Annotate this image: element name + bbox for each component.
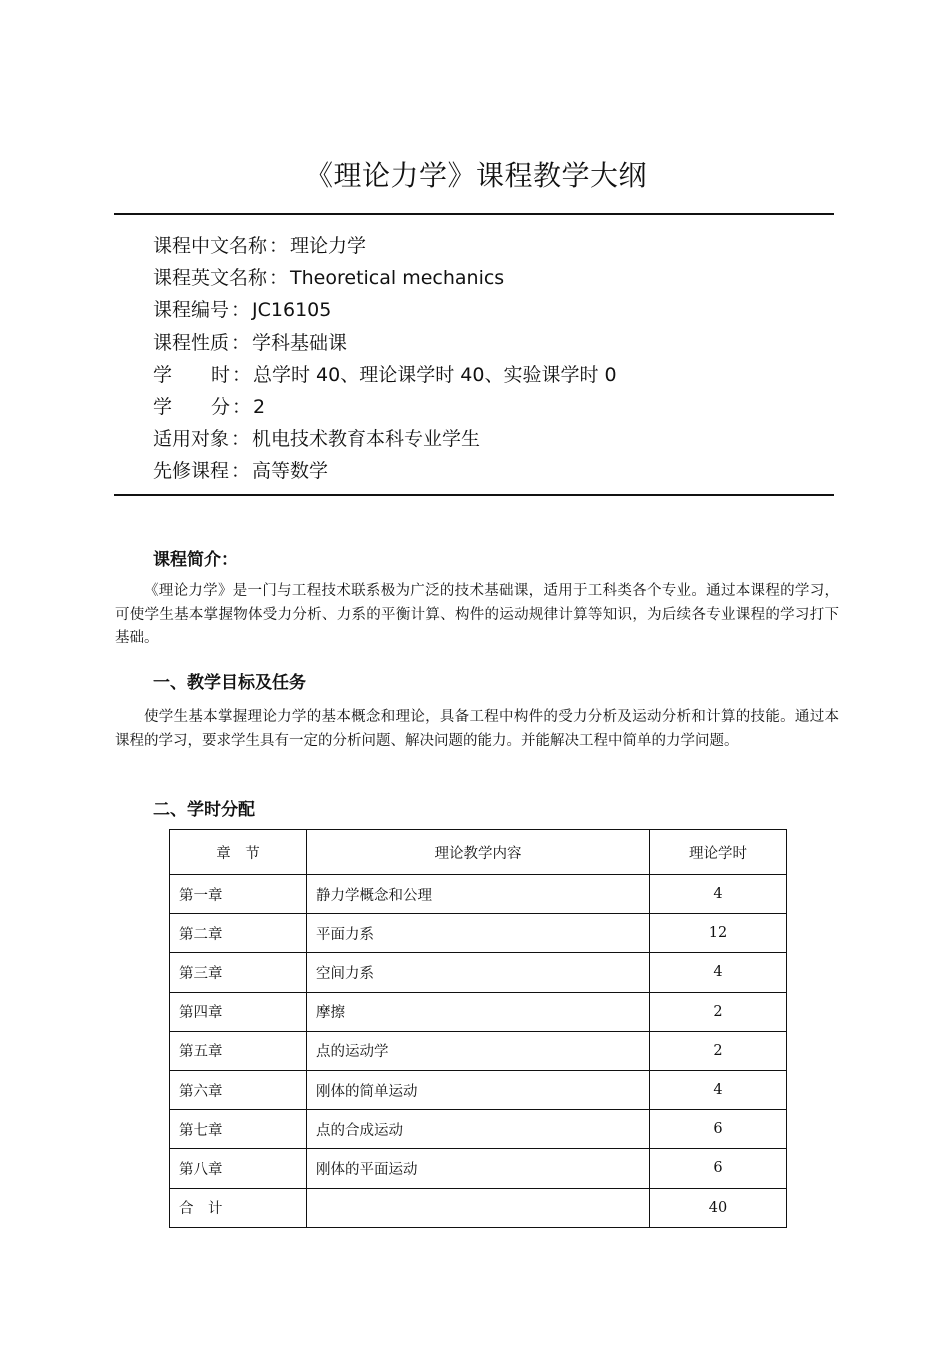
info-label: 学分 bbox=[153, 395, 230, 418]
header-chapter: 章 节 bbox=[170, 830, 307, 875]
hours-cell: 6 bbox=[650, 1110, 787, 1149]
info-row-prerequisites: 先修课程 ： 高等数学 bbox=[153, 455, 617, 487]
course-info-block bbox=[153, 230, 617, 488]
content-cell: 平面力系 bbox=[307, 914, 650, 953]
section1-paragraph: 使学生基本掌握理论力学的基本概念和理论，具备工程中构件的受力分析及运动分析和计算的技能。通过本课程的学习，要求学生具有一定的分析问题、解决问题的能力。并能解决工程中简单的力学问题。 bbox=[115, 709, 839, 749]
hours-cell: 12 bbox=[650, 914, 787, 953]
intro-paragraph: 《理论力学》是一门与工程技术联系极为广泛的技术基础课，适用于工科类各个专业。通过本课程的学习，可使学生基本掌握物体受力分析、力系的平衡计算、构件的运动规律计算等知识，为后续各专业课程的学习打下基础。 bbox=[115, 583, 839, 646]
chapter-cell: 第五章 bbox=[170, 1031, 307, 1070]
info-value: 理论力学 bbox=[290, 235, 367, 257]
info-row-target-audience: 适用对象 ： 机电技术教育本科专业学生 bbox=[153, 423, 617, 455]
table-row bbox=[170, 992, 787, 1031]
table-row bbox=[170, 1149, 787, 1188]
content-cell: 静力学概念和公理 bbox=[307, 875, 650, 914]
document-title: 《理论力学》课程教学大纲 bbox=[304, 159, 647, 192]
content-cell: 点的合成运动 bbox=[307, 1110, 650, 1149]
hours-cell: 4 bbox=[650, 875, 787, 914]
info-row-credits: 学分 ： 2 bbox=[153, 391, 617, 423]
chapter-cell: 第一章 bbox=[170, 875, 307, 914]
table-row bbox=[170, 1031, 787, 1070]
bottom-divider bbox=[114, 494, 834, 496]
table-row bbox=[170, 875, 787, 914]
hours-cell: 2 bbox=[650, 1031, 787, 1070]
header-hours: 理论学时 bbox=[650, 830, 787, 875]
table-row bbox=[170, 1110, 787, 1149]
chapter-cell: 第二章 bbox=[170, 914, 307, 953]
info-row-course-type: 课程性质 ： 学科基础课 bbox=[153, 327, 617, 359]
hours-cell: 4 bbox=[650, 1070, 787, 1109]
content-cell: 摩擦 bbox=[307, 992, 650, 1031]
table-row bbox=[170, 953, 787, 992]
chapter-cell: 第四章 bbox=[170, 992, 307, 1031]
top-divider bbox=[114, 213, 834, 215]
header-content: 理论教学内容 bbox=[307, 830, 650, 875]
info-label: 课程中文名称 bbox=[153, 235, 268, 257]
info-value: JC16105 bbox=[252, 299, 332, 322]
intro-heading: 课程简介： bbox=[153, 550, 238, 570]
table-row bbox=[170, 1070, 787, 1109]
chapter-cell: 第六章 bbox=[170, 1070, 307, 1109]
chapter-cell: 第七章 bbox=[170, 1110, 307, 1149]
hours-cell: 4 bbox=[650, 953, 787, 992]
section2-heading: 二、学时分配 bbox=[153, 800, 255, 820]
info-row-chinese-name: 课程中文名称 ： 理论力学 bbox=[153, 230, 617, 262]
hours-cell: 6 bbox=[650, 1149, 787, 1188]
content-cell: 刚体的平面运动 bbox=[307, 1149, 650, 1188]
hours-table bbox=[169, 829, 787, 1228]
content-cell: 点的运动学 bbox=[307, 1031, 650, 1070]
info-value: 总学时 40、理论课学时 40、实验课学时 0 bbox=[253, 363, 617, 386]
table-header-row bbox=[170, 830, 787, 875]
info-label: 适用对象 bbox=[153, 428, 230, 451]
info-row-course-code: 课程编号 ： JC16105 bbox=[153, 294, 617, 326]
info-label: 先修课程 bbox=[153, 460, 230, 483]
chapter-cell: 第三章 bbox=[170, 953, 307, 992]
info-value: Theoretical mechanics bbox=[290, 267, 505, 290]
total-hours-cell: 40 bbox=[650, 1188, 787, 1227]
info-row-english-name: 课程英文名称 ： Theoretical mechanics bbox=[153, 262, 617, 294]
info-value: 高等数学 bbox=[252, 460, 329, 483]
content-cell bbox=[307, 1188, 650, 1227]
table-total-row bbox=[170, 1188, 787, 1227]
info-label: 课程编号 bbox=[153, 299, 230, 322]
content-cell: 刚体的简单运动 bbox=[307, 1070, 650, 1109]
info-row-hours: 学时 ： 总学时 40、理论课学时 40、实验课学时 0 bbox=[153, 359, 617, 391]
info-label: 课程性质 bbox=[153, 331, 230, 354]
section1-heading: 一、教学目标及任务 bbox=[153, 673, 306, 693]
total-label-cell: 合 计 bbox=[170, 1188, 307, 1227]
info-label: 课程英文名称 bbox=[153, 267, 268, 290]
info-label: 学时 bbox=[153, 363, 230, 386]
info-value: 2 bbox=[253, 395, 266, 418]
chapter-cell: 第八章 bbox=[170, 1149, 307, 1188]
info-value: 学科基础课 bbox=[252, 331, 348, 354]
table-row bbox=[170, 914, 787, 953]
info-value: 机电技术教育本科专业学生 bbox=[252, 428, 481, 451]
hours-cell: 2 bbox=[650, 992, 787, 1031]
content-cell: 空间力系 bbox=[307, 953, 650, 992]
